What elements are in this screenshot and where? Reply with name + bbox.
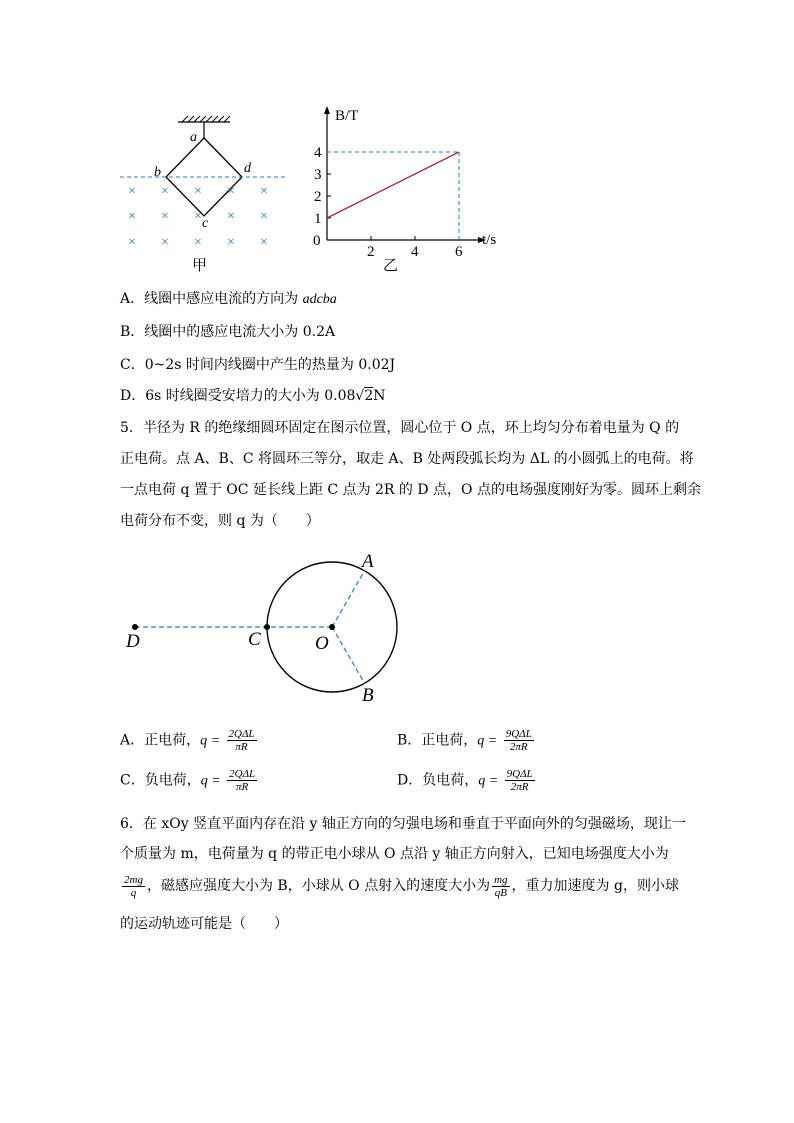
field-cross-1-2: × xyxy=(194,209,202,224)
y-tick-label-3: 3 xyxy=(314,167,322,183)
label-o-point: O xyxy=(315,633,329,654)
x-tick-label-6: 6 xyxy=(455,244,463,260)
origin-label: 0 xyxy=(313,233,321,249)
series-line-B xyxy=(327,152,459,218)
field-cross-1-4: × xyxy=(260,209,268,224)
label-d-point: D xyxy=(126,631,140,652)
q5-option-d: D．负电荷，q = $\frac{\text{9QΔL}}{2\pi R}$ xyxy=(397,768,533,793)
q4-option-d: D．6s 时线圈受安培力的大小为 0.08√2N xyxy=(120,388,386,404)
q4-option-a: A．线圈中感应电流的方向为 adcba xyxy=(120,291,337,307)
q5-stem-line4: 电荷分布不变，则 q 为（ ） xyxy=(120,513,320,529)
q6-stem-line3: $\frac{2mg}{q}$ ，磁感应强度大小为 B，小球从 O 点射入的速度大小为 $\frac{mg}{qB}$ ，重力加速度为 g，则小球 xyxy=(124,873,679,899)
q6-stem-line1: 6．在 xOy 竖直平面内存在沿 y 轴正方向的匀强电场和垂直于平面向外的匀强磁场，现让一 xyxy=(120,816,686,832)
field-cross-2-4: × xyxy=(260,235,268,250)
y-axis-arrow xyxy=(324,106,330,114)
q4-option-c: C．0~2s 时间内线圈中产生的热量为 0.02J xyxy=(120,357,396,373)
caption-jia: 甲 xyxy=(192,258,208,274)
field-cross-1-0: × xyxy=(128,209,136,224)
q5-option-a: A．正电荷，q = $\frac{\text{2QΔL}}{\pi R}$ xyxy=(120,728,255,753)
label-c-point: C xyxy=(248,629,261,650)
q5-stem-line2: 正电荷。点 A、B、C 将圆环三等分，取走 A、B 处两段弧长均为 ΔL 的小圆弧上的电荷。将 xyxy=(120,451,694,467)
q5-stem-line3: 一点电荷 q 置于 OC 延长线上距 C 点为 2R 的 D 点，O 点的电场强度刚好为零。圆环上剩余 xyxy=(120,482,701,498)
field-cross-0-1: × xyxy=(161,184,169,199)
q6-stem-line2: 个质量为 m，电荷量为 q 的带正电小球从 O 点沿 y 轴正方向射入，已知电场强度大小为 xyxy=(120,846,669,862)
field-cross-1-1: × xyxy=(161,209,169,224)
label-c: c xyxy=(202,216,209,231)
field-cross-0-3: × xyxy=(227,184,235,199)
q5-option-c: C．负电荷，q = $\frac{\text{2QΔL}}{\pi R}$ xyxy=(120,768,256,793)
label-d: d xyxy=(244,161,251,176)
q6-stem-line4: 的运动轨迹可能是（ ） xyxy=(120,916,288,932)
field-cross-2-3: × xyxy=(227,235,235,250)
label-a-point: A xyxy=(362,551,374,572)
x-tick-label-4: 4 xyxy=(411,244,419,260)
field-cross-1-3: × xyxy=(227,209,235,224)
field-cross-0-4: × xyxy=(260,184,268,199)
label-b: b xyxy=(154,165,161,180)
figure-jia xyxy=(110,100,300,280)
q5-option-b: B．正电荷，q = $\frac{\text{9QΔL}}{2\pi R}$ xyxy=(397,728,532,753)
y-tick-label-4: 4 xyxy=(314,145,322,161)
label-a: a xyxy=(190,130,197,145)
caption-yi: 乙 xyxy=(383,258,399,274)
q4-option-b: B．线圈中的感应电流大小为 0.2A xyxy=(120,324,336,340)
label-b-point: B xyxy=(362,685,374,706)
field-cross-2-0: × xyxy=(128,235,136,250)
field-cross-0-2: × xyxy=(194,184,202,199)
y-axis-label: B/T xyxy=(335,108,359,124)
y-tick-label-2: 2 xyxy=(314,189,322,205)
y-tick-label-1: 1 xyxy=(314,211,322,227)
x-axis-label: t/s xyxy=(482,232,497,248)
field-cross-2-1: × xyxy=(161,235,169,250)
figure-yi-chart xyxy=(305,100,515,280)
field-cross-2-2: × xyxy=(194,235,202,250)
x-tick-label-2: 2 xyxy=(367,244,375,260)
field-cross-0-0: × xyxy=(128,184,136,199)
q5-stem-line1: 5．半径为 R 的绝缘细圆环固定在图示位置，圆心位于 O 点，环上均匀分布着电量为 Q 的 xyxy=(120,420,680,436)
figure-ring xyxy=(115,545,415,710)
